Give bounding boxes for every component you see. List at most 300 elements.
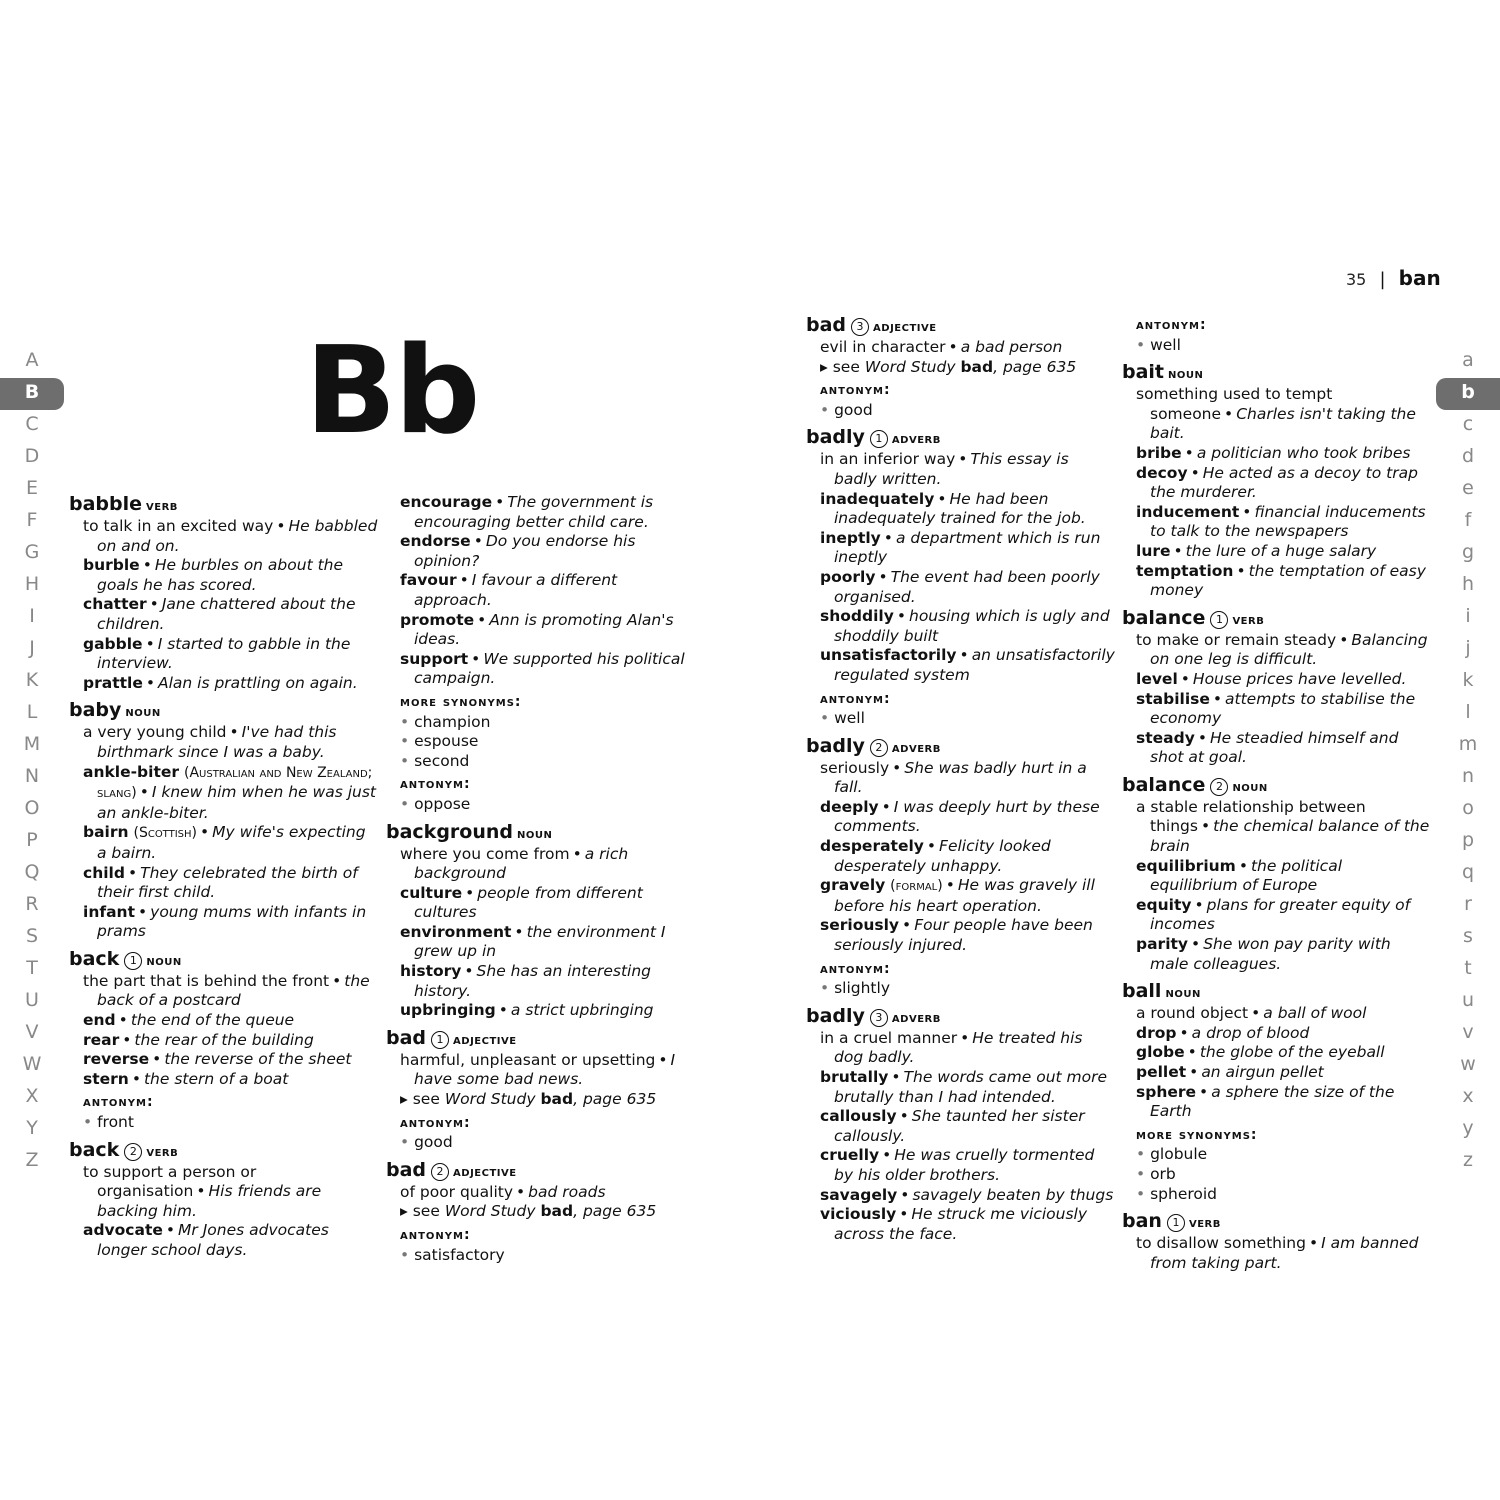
bullet-separator: • xyxy=(477,610,487,629)
synonym-word: child xyxy=(83,863,125,882)
entry-heading xyxy=(386,1027,696,1051)
part-of-speech: noun xyxy=(146,952,182,969)
more-synonyms-label: more synonyms: xyxy=(400,693,522,710)
definition-text: to support a person or organisation xyxy=(83,1162,257,1201)
definition-text: to make or remain steady xyxy=(1136,630,1337,649)
part-of-speech: noun xyxy=(517,825,553,842)
bullet-separator: • xyxy=(139,783,149,802)
bullet-separator: • xyxy=(152,1050,162,1069)
example-sentence: Felicity looked desperately unhappy. xyxy=(834,837,1051,875)
synonym-line xyxy=(806,1068,1116,1107)
see-ital: Word Study xyxy=(444,1202,536,1221)
synonym-line xyxy=(806,837,1116,876)
entry-heading xyxy=(1122,607,1432,631)
example-sentence: Alan is prattling on again. xyxy=(158,673,358,692)
alphabet-tab-d[interactable]: d xyxy=(1461,445,1475,467)
synonym-word: chatter xyxy=(83,595,147,614)
bullet-separator: • xyxy=(1179,1023,1189,1042)
bullet-separator: • xyxy=(196,1182,206,1201)
synonym-word: reverse xyxy=(83,1050,150,1069)
part-of-speech: verb xyxy=(146,1143,179,1160)
see-text: see xyxy=(412,1202,440,1221)
bullet-separator: • xyxy=(498,1001,508,1020)
see-ital: Word Study xyxy=(864,357,956,376)
example-sentence: a rich background xyxy=(414,844,629,883)
bullet-separator: • xyxy=(882,1146,892,1165)
headword: babble xyxy=(69,493,143,515)
definition xyxy=(386,845,696,884)
alphabet-tab-z[interactable]: z xyxy=(1463,1149,1473,1171)
alphabet-tab-F[interactable]: F xyxy=(26,509,38,531)
example-sentence: The event had been poorly organised. xyxy=(834,567,1100,606)
bullet-separator: • xyxy=(138,902,148,921)
synonym-word: end xyxy=(83,1011,116,1030)
synonym-word: savagely xyxy=(820,1185,898,1204)
alphabet-tab-V[interactable]: V xyxy=(25,1021,39,1043)
example-sentence: She won pay parity with male colleagues. xyxy=(1150,935,1391,973)
bullet-separator: • xyxy=(465,883,475,902)
synonym-word: environment xyxy=(400,922,512,941)
alphabet-tab-L[interactable]: L xyxy=(26,701,38,723)
dictionary-entry xyxy=(69,1139,379,1261)
bullet-separator: • xyxy=(229,723,239,742)
bullet-separator: • xyxy=(1187,1043,1197,1062)
bullet-separator: • xyxy=(514,922,524,941)
alphabet-tab-A[interactable]: A xyxy=(25,349,39,371)
alphabet-tab-s[interactable]: s xyxy=(1463,925,1473,947)
synonym-line xyxy=(806,1205,1116,1244)
definition xyxy=(806,450,1116,489)
bullet-separator: • xyxy=(658,1050,668,1069)
example-sentence: I favour a different approach. xyxy=(414,571,618,609)
part-of-speech: adjective xyxy=(453,1031,517,1048)
headword: badly xyxy=(806,734,865,757)
synonym-word: viciously xyxy=(820,1205,897,1224)
alphabet-tab-q[interactable]: q xyxy=(1461,861,1475,883)
alphabet-tab-v[interactable]: v xyxy=(1462,1021,1474,1043)
more-synonyms-label: more synonyms: xyxy=(1136,1126,1258,1143)
dictionary-entry xyxy=(69,699,379,942)
synonym-line xyxy=(386,532,696,571)
bullet-separator: • xyxy=(959,646,969,665)
alphabet-tab-J[interactable]: J xyxy=(29,637,35,659)
synonym-word: shoddily xyxy=(820,607,894,626)
alphabet-tab-w[interactable]: w xyxy=(1460,1053,1476,1075)
more-synonym: • champion xyxy=(386,713,696,733)
synonym-word: level xyxy=(1136,669,1178,688)
synonym-word: unsatisfactorily xyxy=(820,646,957,665)
synonym-line xyxy=(386,611,696,650)
synonym-word: pellet xyxy=(1136,1063,1187,1081)
example-sentence: I started to gabble in the interview. xyxy=(97,634,351,673)
synonym-line xyxy=(69,635,379,674)
synonym-line xyxy=(1122,896,1432,935)
synonym-word: sphere xyxy=(1136,1082,1197,1101)
example-sentence: He steadied himself and shot at goal. xyxy=(1150,728,1399,767)
synonym-word: inducement xyxy=(1136,502,1240,521)
example-sentence: the environment I grew up in xyxy=(414,922,666,961)
bullet-separator: • xyxy=(127,863,138,882)
entry-heading xyxy=(1122,980,1432,1004)
sense-number: 3 xyxy=(870,1009,888,1027)
alphabet-tab-R[interactable]: R xyxy=(25,893,39,915)
antonym-label: antonym: xyxy=(400,1114,471,1131)
example-sentence: My wife's expecting a bairn. xyxy=(97,823,366,862)
dictionary-entry xyxy=(1122,1210,1432,1273)
bullet-separator: • xyxy=(960,1028,970,1047)
definition xyxy=(386,1183,696,1203)
definition xyxy=(1122,1234,1432,1273)
alphabet-tab-c[interactable]: c xyxy=(1462,413,1474,435)
example-sentence: Balancing on one leg is difficult. xyxy=(1150,630,1428,669)
definition xyxy=(806,338,1116,358)
page-header xyxy=(1346,266,1441,290)
see-page: , page 635 xyxy=(573,1090,657,1109)
example-sentence: the chemical balance of the brain xyxy=(1150,817,1430,856)
bullet-separator: • xyxy=(122,1030,132,1049)
example-sentence: plans for greater equity of incomes xyxy=(1150,895,1411,934)
synonym-line xyxy=(69,1050,379,1070)
alphabet-tab-K[interactable]: K xyxy=(25,669,39,691)
antonym-label: antonym: xyxy=(400,1227,471,1243)
example-sentence: The words came out more brutally than I had intended. xyxy=(834,1068,1108,1106)
bullet-separator: • xyxy=(896,607,906,626)
see-ital: Word Study xyxy=(444,1090,536,1109)
bullet-separator: • xyxy=(892,758,902,777)
entry-heading xyxy=(806,735,1116,759)
bullet-separator: • xyxy=(948,338,958,356)
definition-text: where you come from xyxy=(400,844,570,863)
synonym-line xyxy=(69,763,379,824)
synonym-line xyxy=(1122,1063,1432,1083)
synonym-word: drop xyxy=(1136,1023,1177,1042)
bullet-separator: • xyxy=(165,1221,176,1240)
page-number: 35 xyxy=(1346,270,1367,289)
example-sentence: He burbles on about the goals he has scored. xyxy=(97,556,344,594)
dictionary-entry xyxy=(1122,980,1432,1204)
example-sentence: She has an interesting history. xyxy=(414,962,652,1000)
alphabet-tab-Z[interactable]: Z xyxy=(25,1149,39,1171)
column-3 xyxy=(806,314,1116,1250)
example-sentence: young mums with infants in prams xyxy=(97,902,367,941)
synonym-word: bribe xyxy=(1136,443,1182,462)
definition-text: seriously xyxy=(820,758,890,777)
bullet-separator: • xyxy=(332,971,342,990)
alphabet-tab-h[interactable]: h xyxy=(1461,573,1475,595)
dictionary-entry xyxy=(69,493,379,693)
bullet-separator: • xyxy=(881,797,891,816)
synonym-line xyxy=(1122,444,1432,464)
more-synonym: • orb xyxy=(1122,1165,1432,1185)
alphabet-tab-u[interactable]: u xyxy=(1461,989,1475,1011)
example-sentence: Four people have been seriously injured. xyxy=(834,916,1093,955)
see-page: , page 635 xyxy=(993,357,1077,376)
alphabet-tab-O[interactable]: O xyxy=(24,797,40,819)
definition-text: a very young child xyxy=(83,723,227,742)
register-label: (Australian and New Zealand; slang) xyxy=(97,764,373,802)
example-sentence: a drop of blood xyxy=(1191,1023,1310,1042)
alphabet-tab-e[interactable]: e xyxy=(1462,477,1474,499)
antonym-label: antonym: xyxy=(1136,317,1207,333)
synonym-line xyxy=(1122,935,1432,974)
bullet-separator: • xyxy=(572,844,582,863)
alphabet-tab-B[interactable]: B xyxy=(0,378,64,410)
example-sentence: a bad person xyxy=(960,338,1063,356)
alphabet-tabs-left xyxy=(0,346,64,1178)
dictionary-entry xyxy=(386,1159,696,1265)
alphabet-tab-a[interactable]: a xyxy=(1462,349,1474,371)
bullet-separator: • xyxy=(459,571,469,590)
example-sentence: House prices have levelled. xyxy=(1192,669,1407,688)
example-sentence: I am banned from taking part. xyxy=(1150,1234,1419,1272)
more-synonym: • spheroid xyxy=(1122,1185,1432,1205)
alphabet-tab-W[interactable]: W xyxy=(22,1053,42,1075)
bullet-separator: • xyxy=(1189,1063,1199,1081)
bullet-separator: • xyxy=(883,528,893,547)
alphabet-tab-f[interactable]: f xyxy=(1464,509,1472,531)
definition xyxy=(806,759,1116,798)
definition xyxy=(69,972,379,1011)
alphabet-tab-m[interactable]: m xyxy=(1458,733,1478,755)
synonym-line xyxy=(69,1031,379,1051)
antonym: • well xyxy=(806,709,1116,729)
example-sentence: This essay is badly written. xyxy=(834,450,1069,488)
example-sentence: He had been inadequately trained for the job. xyxy=(834,489,1086,528)
example-sentence: an unsatisfactorily regulated system xyxy=(834,646,1115,684)
part-of-speech: adverb xyxy=(891,739,941,756)
alphabet-tab-C[interactable]: C xyxy=(25,413,39,435)
synonym-line xyxy=(806,1146,1116,1185)
example-sentence: an airgun pellet xyxy=(1201,1063,1324,1081)
sense-number: 2 xyxy=(431,1163,449,1181)
synonym-line xyxy=(386,962,696,1001)
part-of-speech: verb xyxy=(146,498,178,514)
alphabet-tab-y[interactable]: y xyxy=(1462,1117,1474,1139)
alphabet-tab-g[interactable]: g xyxy=(1461,541,1475,563)
alphabet-tab-i[interactable]: i xyxy=(1465,605,1471,627)
example-sentence: Jane chattered about the children. xyxy=(97,595,356,633)
alphabet-tab-X[interactable]: X xyxy=(25,1085,39,1107)
bullet-separator: • xyxy=(1199,1082,1209,1101)
example-sentence: Ann is promoting Alan's ideas. xyxy=(414,610,674,649)
dictionary-entry xyxy=(806,426,1116,728)
header-separator: | xyxy=(1379,269,1386,290)
alphabet-tab-n[interactable]: n xyxy=(1461,765,1475,787)
synonym-word: prattle xyxy=(83,673,143,692)
definition-text: harmful, unpleasant or upsetting xyxy=(400,1050,656,1069)
bullet-separator: • xyxy=(131,1069,141,1088)
synonym-line xyxy=(386,571,696,610)
synonym-word: culture xyxy=(400,883,463,902)
synonym-line xyxy=(69,595,379,634)
antonym: • good xyxy=(806,401,1116,421)
bullet-separator: • xyxy=(1190,463,1200,482)
alphabet-tab-T[interactable]: T xyxy=(26,957,38,979)
bullet-separator: • xyxy=(937,489,947,508)
example-sentence: She was badly hurt in a fall. xyxy=(834,758,1087,797)
bullet-separator: • xyxy=(464,962,474,981)
alphabet-tab-b[interactable]: b xyxy=(1436,378,1500,410)
dictionary-entry xyxy=(386,493,696,815)
synonym-word: temptation xyxy=(1136,561,1234,580)
alphabet-tab-E[interactable]: E xyxy=(25,477,38,499)
example-sentence: He was cruelly tormented by his older brothers. xyxy=(834,1146,1095,1184)
example-sentence: a sphere the size of the Earth xyxy=(1150,1082,1395,1121)
example-sentence: They celebrated the birth of their first child. xyxy=(97,863,358,902)
alphabet-tab-G[interactable]: G xyxy=(24,541,40,563)
definition xyxy=(1122,385,1432,444)
definition-text: the part that is behind the front xyxy=(83,971,330,990)
part-of-speech: verb xyxy=(1232,611,1265,628)
bullet-separator: • xyxy=(200,823,210,842)
dictionary-entry xyxy=(806,1005,1116,1245)
synonym-word: stabilise xyxy=(1136,689,1210,708)
alphabet-tab-p[interactable]: p xyxy=(1461,829,1475,851)
alphabet-tab-l[interactable]: l xyxy=(1465,701,1471,723)
definition-text: in a cruel manner xyxy=(820,1028,958,1047)
alphabet-tab-t[interactable]: t xyxy=(1464,957,1472,979)
example-sentence: the stern of a boat xyxy=(143,1069,289,1088)
alphabet-tab-I[interactable]: I xyxy=(29,605,35,627)
bullet-separator: • xyxy=(495,493,505,511)
synonym-line xyxy=(69,823,379,863)
definition xyxy=(69,723,379,762)
antonym-label: antonym: xyxy=(400,776,471,793)
alphabet-tab-j[interactable]: j xyxy=(1465,637,1471,659)
see-text: see xyxy=(412,1090,440,1109)
example-sentence: a department which is run ineptly xyxy=(834,528,1101,567)
see-text: see xyxy=(832,357,860,376)
definition xyxy=(386,1051,696,1090)
synonym-word: history xyxy=(400,962,462,981)
synonym-word: lure xyxy=(1136,541,1171,560)
synonym-line xyxy=(806,1107,1116,1146)
bullet-separator: • xyxy=(142,556,152,575)
bullet-separator: • xyxy=(958,450,968,469)
example-sentence: bad roads xyxy=(528,1182,606,1201)
headword: badly xyxy=(806,426,865,449)
synonym-line xyxy=(1122,690,1432,729)
example-sentence: We supported his political campaign. xyxy=(414,649,685,688)
example-sentence: His friends are backing him. xyxy=(97,1182,322,1220)
definition xyxy=(806,1029,1116,1068)
definition-text: a round object xyxy=(1136,1004,1249,1023)
synonym-word: equity xyxy=(1136,895,1192,914)
section-letter: Bb xyxy=(305,322,479,461)
dictionary-entry xyxy=(69,948,379,1133)
entry-heading xyxy=(69,1139,379,1163)
alphabet-tab-N[interactable]: N xyxy=(24,765,40,787)
bullet-separator: • xyxy=(1224,404,1234,423)
synonym-line xyxy=(806,646,1116,685)
sense-number: 1 xyxy=(1167,1214,1185,1232)
alphabet-tabs-right xyxy=(1436,346,1500,1178)
column-2 xyxy=(386,493,696,1271)
synonym-word: promote xyxy=(400,610,475,629)
alphabet-tab-Y[interactable]: Y xyxy=(26,1117,38,1139)
synonym-word: infant xyxy=(83,902,135,921)
bullet-separator: • xyxy=(149,595,159,614)
example-sentence: I knew him when he was just an ankle-biter. xyxy=(97,783,376,822)
sense-number: 1 xyxy=(870,430,888,448)
cross-reference xyxy=(386,1202,696,1222)
example-sentence: I was deeply hurt by these comments. xyxy=(834,797,1100,836)
synonym-line xyxy=(1122,562,1432,601)
part-of-speech: adjective xyxy=(873,319,937,335)
alphabet-tab-o[interactable]: o xyxy=(1462,797,1474,819)
definition-text: to talk in an excited way xyxy=(83,517,274,535)
synonym-word: gravely xyxy=(820,876,886,895)
bullet-separator: • xyxy=(1339,630,1349,649)
bullet-separator: • xyxy=(1200,817,1211,836)
part-of-speech: noun xyxy=(1168,366,1204,383)
definition-text: in an inferior way xyxy=(820,450,956,469)
synonym-line xyxy=(386,493,696,532)
bullet-separator: • xyxy=(902,916,912,935)
alphabet-tab-Q[interactable]: Q xyxy=(24,861,40,883)
definition xyxy=(69,517,379,556)
example-sentence: the political equilibrium of Europe xyxy=(1150,856,1342,895)
synonym-line xyxy=(1122,464,1432,503)
synonym-word: cruelly xyxy=(820,1146,880,1165)
alphabet-tab-S[interactable]: S xyxy=(25,925,39,947)
synonym-word: globe xyxy=(1136,1043,1185,1062)
example-sentence: a ball of wool xyxy=(1263,1004,1367,1023)
alphabet-tab-P[interactable]: P xyxy=(26,829,38,851)
alphabet-tab-U[interactable]: U xyxy=(25,989,39,1011)
entry-heading xyxy=(1122,774,1432,798)
alphabet-tab-r[interactable]: r xyxy=(1464,893,1472,915)
example-sentence: I have some bad news. xyxy=(414,1050,676,1089)
bullet-separator: • xyxy=(1251,1004,1261,1023)
synonym-line xyxy=(1122,1043,1432,1063)
example-sentence: He treated his dog badly. xyxy=(834,1028,1083,1067)
synonym-line xyxy=(386,923,696,962)
alphabet-tab-D[interactable]: D xyxy=(24,445,40,467)
part-of-speech: noun xyxy=(1165,985,1201,1002)
alphabet-tab-M[interactable]: M xyxy=(23,733,41,755)
alphabet-tab-k[interactable]: k xyxy=(1462,669,1474,691)
definition-text: evil in character xyxy=(820,338,946,356)
headword: bad xyxy=(386,1158,427,1181)
antonym-label: antonym: xyxy=(820,382,891,399)
antonym: • well xyxy=(1122,336,1432,356)
alphabet-tab-H[interactable]: H xyxy=(24,573,40,595)
synonym-line xyxy=(1122,1083,1432,1122)
antonym: • front xyxy=(69,1113,379,1133)
dictionary-entry xyxy=(1122,316,1432,355)
example-sentence: a politician who took bribes xyxy=(1196,443,1411,462)
synonym-word: ankle-biter xyxy=(83,762,180,781)
part-of-speech: noun xyxy=(1232,778,1268,795)
alphabet-tab-x[interactable]: x xyxy=(1462,1085,1474,1107)
bullet-separator: • xyxy=(878,567,888,586)
synonym-line xyxy=(69,1221,379,1260)
synonym-line xyxy=(1122,1024,1432,1044)
bullet-separator: • xyxy=(1236,561,1246,580)
headword: badly xyxy=(806,1004,865,1027)
dictionary-entry xyxy=(1122,774,1432,974)
bullet-separator: • xyxy=(471,649,481,668)
example-sentence: attempts to stabilise the economy xyxy=(1150,689,1416,728)
example-sentence: Charles isn't taking the bait. xyxy=(1150,404,1416,443)
dictionary-entry xyxy=(1122,361,1432,601)
synonym-line xyxy=(806,798,1116,837)
synonym-word: endorse xyxy=(400,532,471,551)
example-sentence: the temptation of easy money xyxy=(1150,561,1426,600)
synonym-word: deeply xyxy=(820,797,879,816)
definition xyxy=(69,1163,379,1222)
